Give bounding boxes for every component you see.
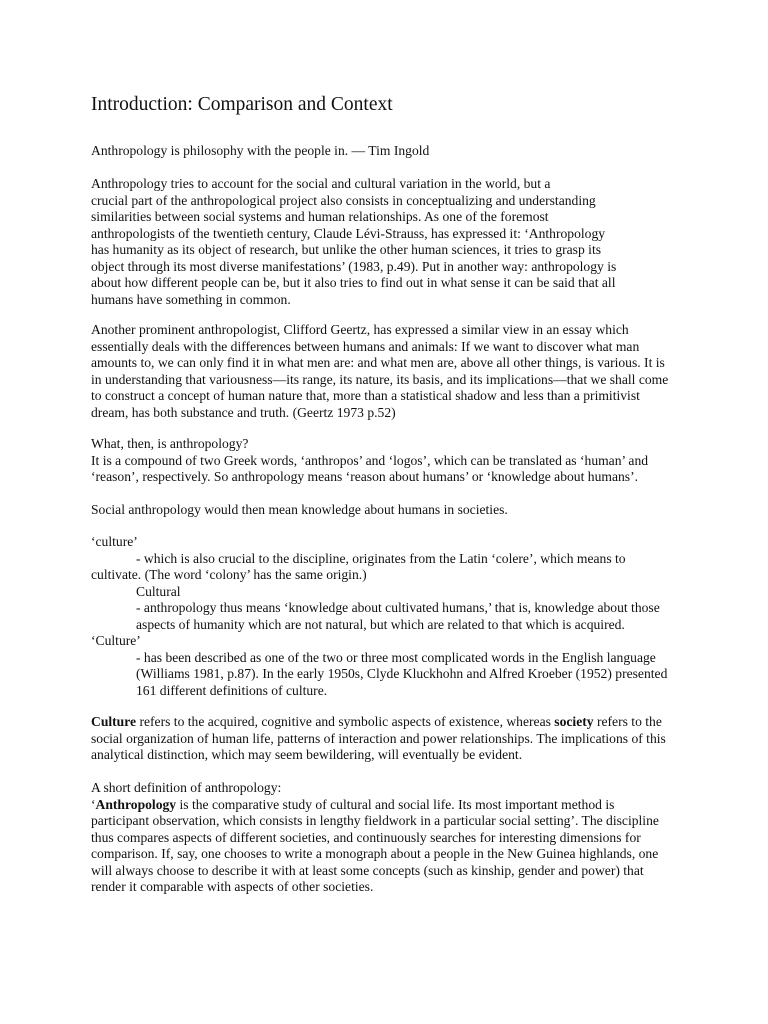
term-culture-capital: ‘Culture’ xyxy=(91,633,141,648)
text-line: comparison. If, say, one chooses to write a monograph about a people in the New Guinea highlands, one xyxy=(91,846,659,861)
text-line: cultivate. (The word ‘colony’ has the same origin.) xyxy=(91,567,367,582)
text-fragment: refers to the xyxy=(593,714,662,729)
text-line: analytical distinction, which may seem bewildering, will eventually be evident. xyxy=(91,747,523,762)
text-line: dream, has both substance and truth. (Geertz 1973 p.52) xyxy=(91,404,396,420)
text-line xyxy=(91,714,691,731)
paragraph-3 xyxy=(91,436,691,486)
text-line: essentially deals with the differences between humans and animals: If we want to discover what man xyxy=(91,338,640,354)
text-line: What, then, is anthropology? xyxy=(91,436,249,451)
text-line xyxy=(91,797,691,814)
definition-heading: A short definition of anthropology: xyxy=(91,780,282,795)
term-culture-capital-definition: - has been described as one of the two or three most complicated words in the English language xyxy=(136,649,656,665)
text-line: similarities between social systems and human relationships. As one of the foremost xyxy=(91,209,549,224)
paragraph-1 xyxy=(91,176,691,308)
text-line: will always choose to describe it with at least some concepts (such as kinship, gender and power) that xyxy=(91,862,644,878)
paragraph-7 xyxy=(91,780,691,896)
paragraph-6 xyxy=(91,714,691,764)
open-quote: ‘ xyxy=(91,796,96,812)
text-line: It is a compound of two Greek words, ‘anthropos’ and ‘logos’, which can be translated as ‘human’ and xyxy=(91,452,649,468)
text-line: crucial part of the anthropological project also consists in conceptualizing and understanding xyxy=(91,192,596,208)
definitions-block xyxy=(91,534,691,699)
term-culture-capital-definition: 161 different definitions of culture. xyxy=(136,682,328,698)
bold-term-society: society xyxy=(554,714,594,729)
text-line: social organization of human life, patterns of interaction and power relationships. The implications of this xyxy=(91,730,666,746)
paragraph-2 xyxy=(91,322,691,421)
text-line: Another prominent anthropologist, Clifford Geertz, has expressed a similar view in an essay which xyxy=(91,322,629,337)
text-line: participant observation, which consists in lengthy fieldwork in a particular social setting’. The discipline xyxy=(91,813,659,828)
text-line: Social anthropology would then mean knowledge about humans in societies. xyxy=(91,502,508,517)
text-line: object through its most diverse manifestations’ (1983, p.49). Put in another way: anthropology is xyxy=(91,258,617,274)
bold-term-culture: Culture xyxy=(91,714,137,729)
text-line: thus compares aspects of different societies, and continuously searches for interesting dimensions for xyxy=(91,829,641,845)
text-line: about how different people can be, but it also tries to find out in what sense it can be said that all xyxy=(91,275,616,290)
text-line: render it comparable with aspects of other societies. xyxy=(91,879,374,894)
epigraph-text: Anthropology is philosophy with the people in. — Tim Ingold xyxy=(91,143,430,158)
term-culture: ‘culture’ xyxy=(91,534,138,549)
text-line: to construct a concept of human nature that, more than a statistical shadow and less than a primitivist xyxy=(91,388,640,403)
epigraph xyxy=(91,143,691,160)
text-line: has humanity as its object of research, but unlike the other human sciences, it tries to grasp its xyxy=(91,242,602,257)
text-fragment: is the comparative study of cultural and social life. Its most important method is xyxy=(176,796,615,812)
text-line: humans have something in common. xyxy=(91,291,291,307)
term-cultural-definition: aspects of humanity which are not natural, but which are related to that which is acquired. xyxy=(136,616,625,632)
text-line: ‘reason’, respectively. So anthropology means ‘reason about humans’ or ‘knowledge about humans’. xyxy=(91,469,638,484)
term-cultural-definition: - anthropology thus means ‘knowledge about cultivated humans,’ that is, knowledge about those xyxy=(136,600,660,615)
text-line: in understanding that variousness—its range, its nature, its basis, and its implications—that we shall come xyxy=(91,371,669,387)
text-line: amounts to, we can only find it in what men are: and what men are, above all other things, is various. It is xyxy=(91,355,665,370)
paragraph-4 xyxy=(91,502,691,519)
text-line: Anthropology tries to account for the social and cultural variation in the world, but a xyxy=(91,176,551,191)
text-line: anthropologists of the twentieth century, Claude Lévi-Strauss, has expressed it: ‘Anthropology xyxy=(91,225,606,241)
page-title: Introduction: Comparison and Context xyxy=(91,94,393,115)
term-culture-definition: - which is also crucial to the discipline, originates from the Latin ‘colere’, which means to xyxy=(136,550,626,566)
term-cultural: Cultural xyxy=(136,583,181,599)
term-culture-capital-definition: (Williams 1981, p.87). In the early 1950s, Clyde Kluckhohn and Alfred Kroeber (1952) presented xyxy=(136,666,668,681)
bold-term-anthropology: Anthropology xyxy=(95,796,177,812)
text-fragment: refers to the acquired, cognitive and symbolic aspects of existence, whereas xyxy=(136,714,555,729)
